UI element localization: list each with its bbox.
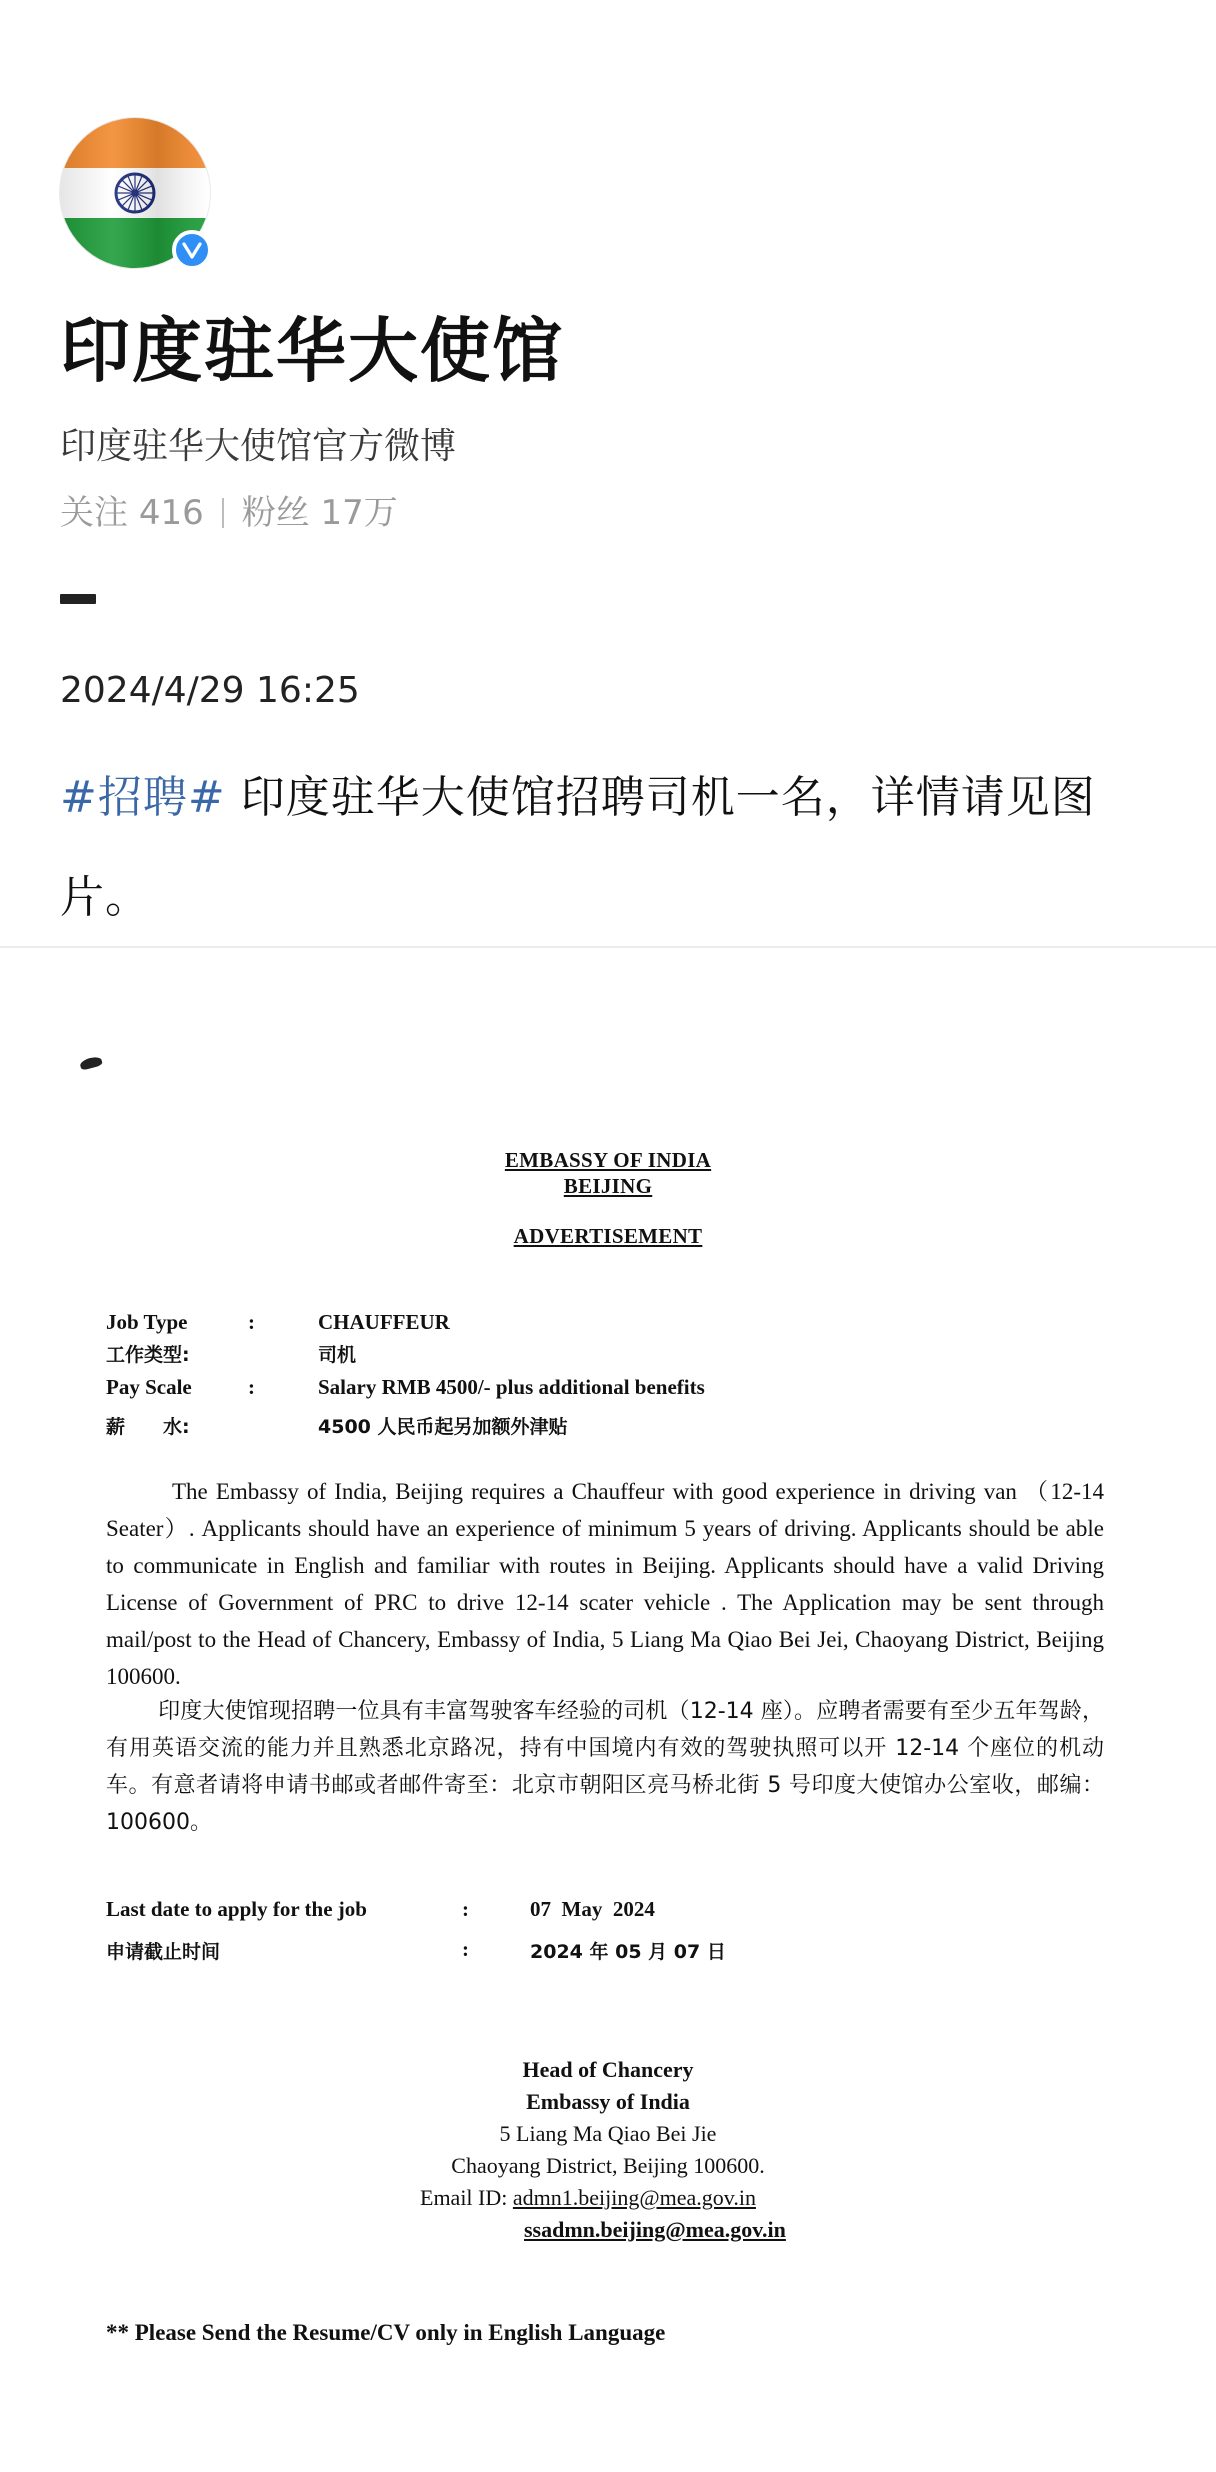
signature-title: Head of Chancery xyxy=(522,2057,694,2082)
doc-title: ADVERTISEMENT xyxy=(513,1224,703,1248)
following-label: 关注 xyxy=(60,493,128,533)
doc-header-city: BEIJING xyxy=(563,1174,653,1198)
follow-stats xyxy=(60,485,398,534)
signature-email-line xyxy=(420,2185,756,2211)
scan-mark xyxy=(79,1055,103,1070)
field-value: Salary RMB 4500/- plus additional benefits xyxy=(318,1375,705,1399)
following-count: 416 xyxy=(138,493,204,533)
stats-separator xyxy=(222,498,224,528)
resume-note: ** Please Send the Resume/CV only in English Language xyxy=(106,2320,666,2345)
followers-count: 17万 xyxy=(320,493,398,533)
paragraph-cn-text: 印度大使馆现招聘一位具有丰富驾驶客车经验的司机（12-14 座）。应聘者需要有至少五年驾龄，有用英语交流的能力并且熟悉北京路况，持有中国境内有效的驾驶执照可以开 12-14 个座位的机动车。有意者请将申请书邮或者邮件寄至：北京市朝阳区亮马桥北街 5 号印度大使馆办公室收，邮编：100600。 xyxy=(106,1699,1104,1835)
field-label: 薪 水: xyxy=(106,1416,190,1438)
verified-v-icon xyxy=(172,230,212,270)
field-value: 4500 人民币起另加额外津贴 xyxy=(318,1416,568,1438)
paragraph-en xyxy=(106,1473,1104,1695)
post-text: 印度驻华大使馆招聘司机一名，详情请见图片。 xyxy=(60,772,1096,923)
post-body xyxy=(60,748,1140,948)
email-link-admin[interactable]: admn1.beijing@mea.gov.in xyxy=(512,2185,756,2210)
post-timestamp: 2024/4/29 16:25 xyxy=(60,670,360,711)
deadline-label-en: Last date to apply for the job xyxy=(106,1897,367,1921)
deadline-colon: : xyxy=(462,1937,469,1961)
signature-district: Chaoyang District, Beijing 100600. xyxy=(451,2153,765,2178)
account-name[interactable]: 印度驻华大使馆 xyxy=(60,310,564,392)
deadline-value-cn: 2024 年 05 月 07 日 xyxy=(530,1941,726,1963)
deadline-label-cn: 申请截止时间 xyxy=(106,1941,221,1963)
dash-marker xyxy=(60,594,96,604)
account-description: 印度驻华大使馆官方微博 xyxy=(60,426,457,467)
followers-link[interactable] xyxy=(242,493,398,533)
field-label: Pay Scale xyxy=(106,1375,192,1399)
field-colon: : xyxy=(248,1375,255,1399)
doc-header-embassy: EMBASSY OF INDIA xyxy=(504,1148,712,1172)
paragraph-cn xyxy=(106,1693,1104,1841)
hashtag-link[interactable]: #招聘# xyxy=(60,772,226,823)
field-label: Job Type xyxy=(106,1310,188,1334)
signature-embassy: Embassy of India xyxy=(526,2089,690,2114)
deadline-colon: : xyxy=(462,1897,469,1921)
field-colon: : xyxy=(248,1310,255,1334)
email-link-ssadmin[interactable]: ssadmn.beijing@mea.gov.in xyxy=(524,2217,786,2242)
field-value: CHAUFFEUR xyxy=(318,1310,450,1334)
field-label: 工作类型: xyxy=(106,1344,190,1366)
deadline-value-en: 07 May 2024 xyxy=(530,1897,655,1921)
paragraph-en-text: The Embassy of India, Beijing requires a Chauffeur with good experience in driving van （12-14 Seater）. Applicants should have an experience of minimum 5 years of driving. Applicants should be able to communicate in English and familiar with routes in Beijing. Applicants should have a valid Driving License of Government of PRC to drive 12-14 scater vehicle . The Application may be sent through mail/post to the Head of Chancery, Embassy of India, 5 Liang Ma Qiao Bei Jei, Chaoyang District, Beijing 100600. xyxy=(106,1479,1104,1689)
signature-address: 5 Liang Ma Qiao Bei Jie xyxy=(499,2121,717,2146)
section-divider xyxy=(0,946,1216,948)
field-value: 司机 xyxy=(318,1344,357,1366)
account-avatar[interactable] xyxy=(60,118,210,268)
followers-label: 粉丝 xyxy=(241,493,310,533)
email-label: Email ID: xyxy=(420,2185,513,2210)
following-link[interactable] xyxy=(60,493,204,533)
